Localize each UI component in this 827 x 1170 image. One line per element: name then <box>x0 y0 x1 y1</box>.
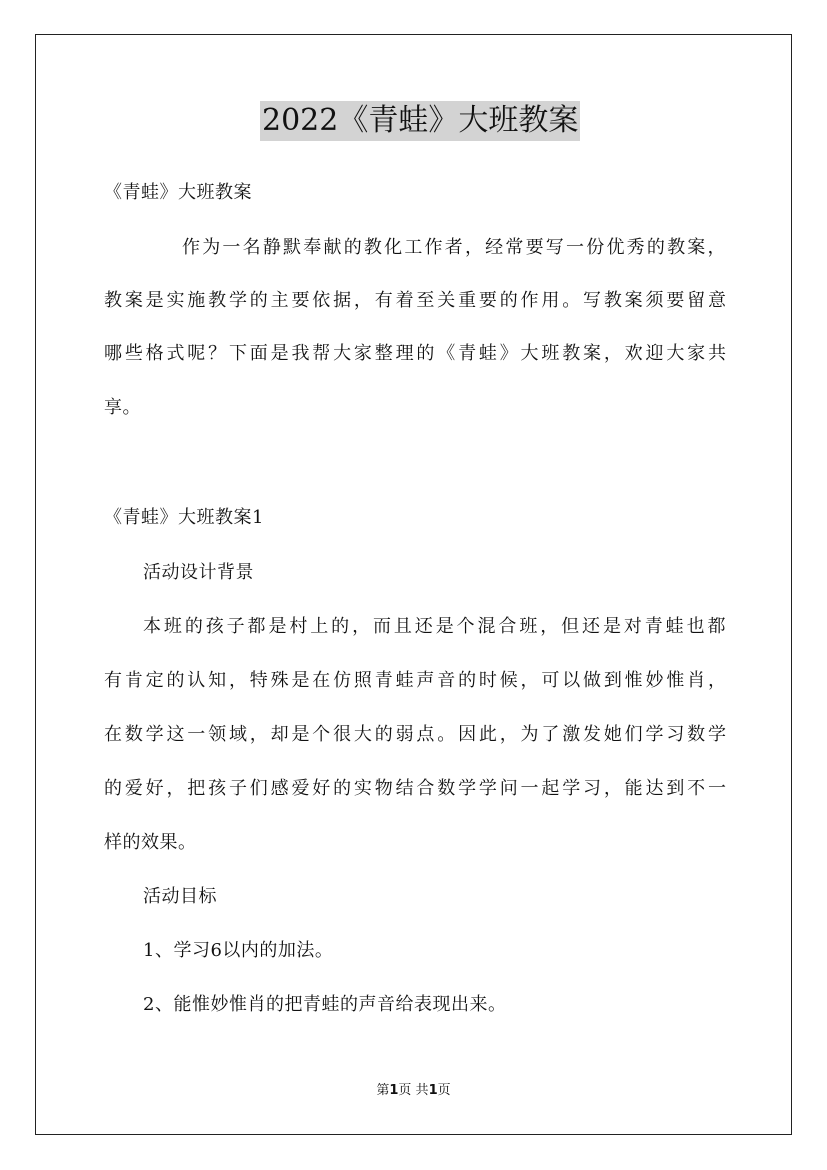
footer-page-suffix: 页 <box>437 1083 451 1098</box>
intro-line-4: 享。 <box>104 397 141 418</box>
background-heading: 活动设计背景 <box>143 562 254 583</box>
background-line-3: 在数学这一领域，却是个很大的弱点。因此，为了激发她们学习数学 <box>104 724 726 745</box>
goals-heading: 活动目标 <box>143 886 217 907</box>
background-line-1: 本班的孩子都是村上的，而且还是个混合班，但还是对青蛙也都 <box>143 616 726 637</box>
footer-page-total: 1 <box>428 1083 438 1098</box>
footer-page-prefix: 第 <box>376 1083 390 1098</box>
intro-line-3: 哪些格式呢？下面是我帮大家整理的《青蛙》大班教案，欢迎大家共 <box>104 343 726 364</box>
background-line-4: 的爱好，把孩子们感爱好的实物结合数学学问一起学习，能达到不一 <box>104 778 726 799</box>
footer-page-current: 1 <box>389 1083 399 1098</box>
footer-page-mid: 页 共 <box>398 1083 429 1098</box>
intro-line-1: 作为一名静默奉献的教化工作者，经常要写一份优秀的教案， <box>182 237 726 258</box>
page-footer <box>0 1083 827 1099</box>
document-subtitle: 《青蛙》大班教案 <box>104 182 252 203</box>
background-line-5: 样的效果。 <box>104 832 197 853</box>
goal-item-1: 1、学习6以内的加法。 <box>143 940 334 961</box>
document-title: 2022《青蛙》大班教案 <box>260 101 580 141</box>
section1-heading: 《青蛙》大班教案1 <box>104 507 264 528</box>
background-line-2: 有肯定的认知，特殊是在仿照青蛙声音的时候，可以做到惟妙惟肖， <box>104 670 726 691</box>
intro-line-2: 教案是实施教学的主要依据，有着至关重要的作用。写教案须要留意 <box>104 290 726 311</box>
goal-item-2: 2、能惟妙惟肖的把青蛙的声音给表现出来。 <box>143 994 507 1015</box>
